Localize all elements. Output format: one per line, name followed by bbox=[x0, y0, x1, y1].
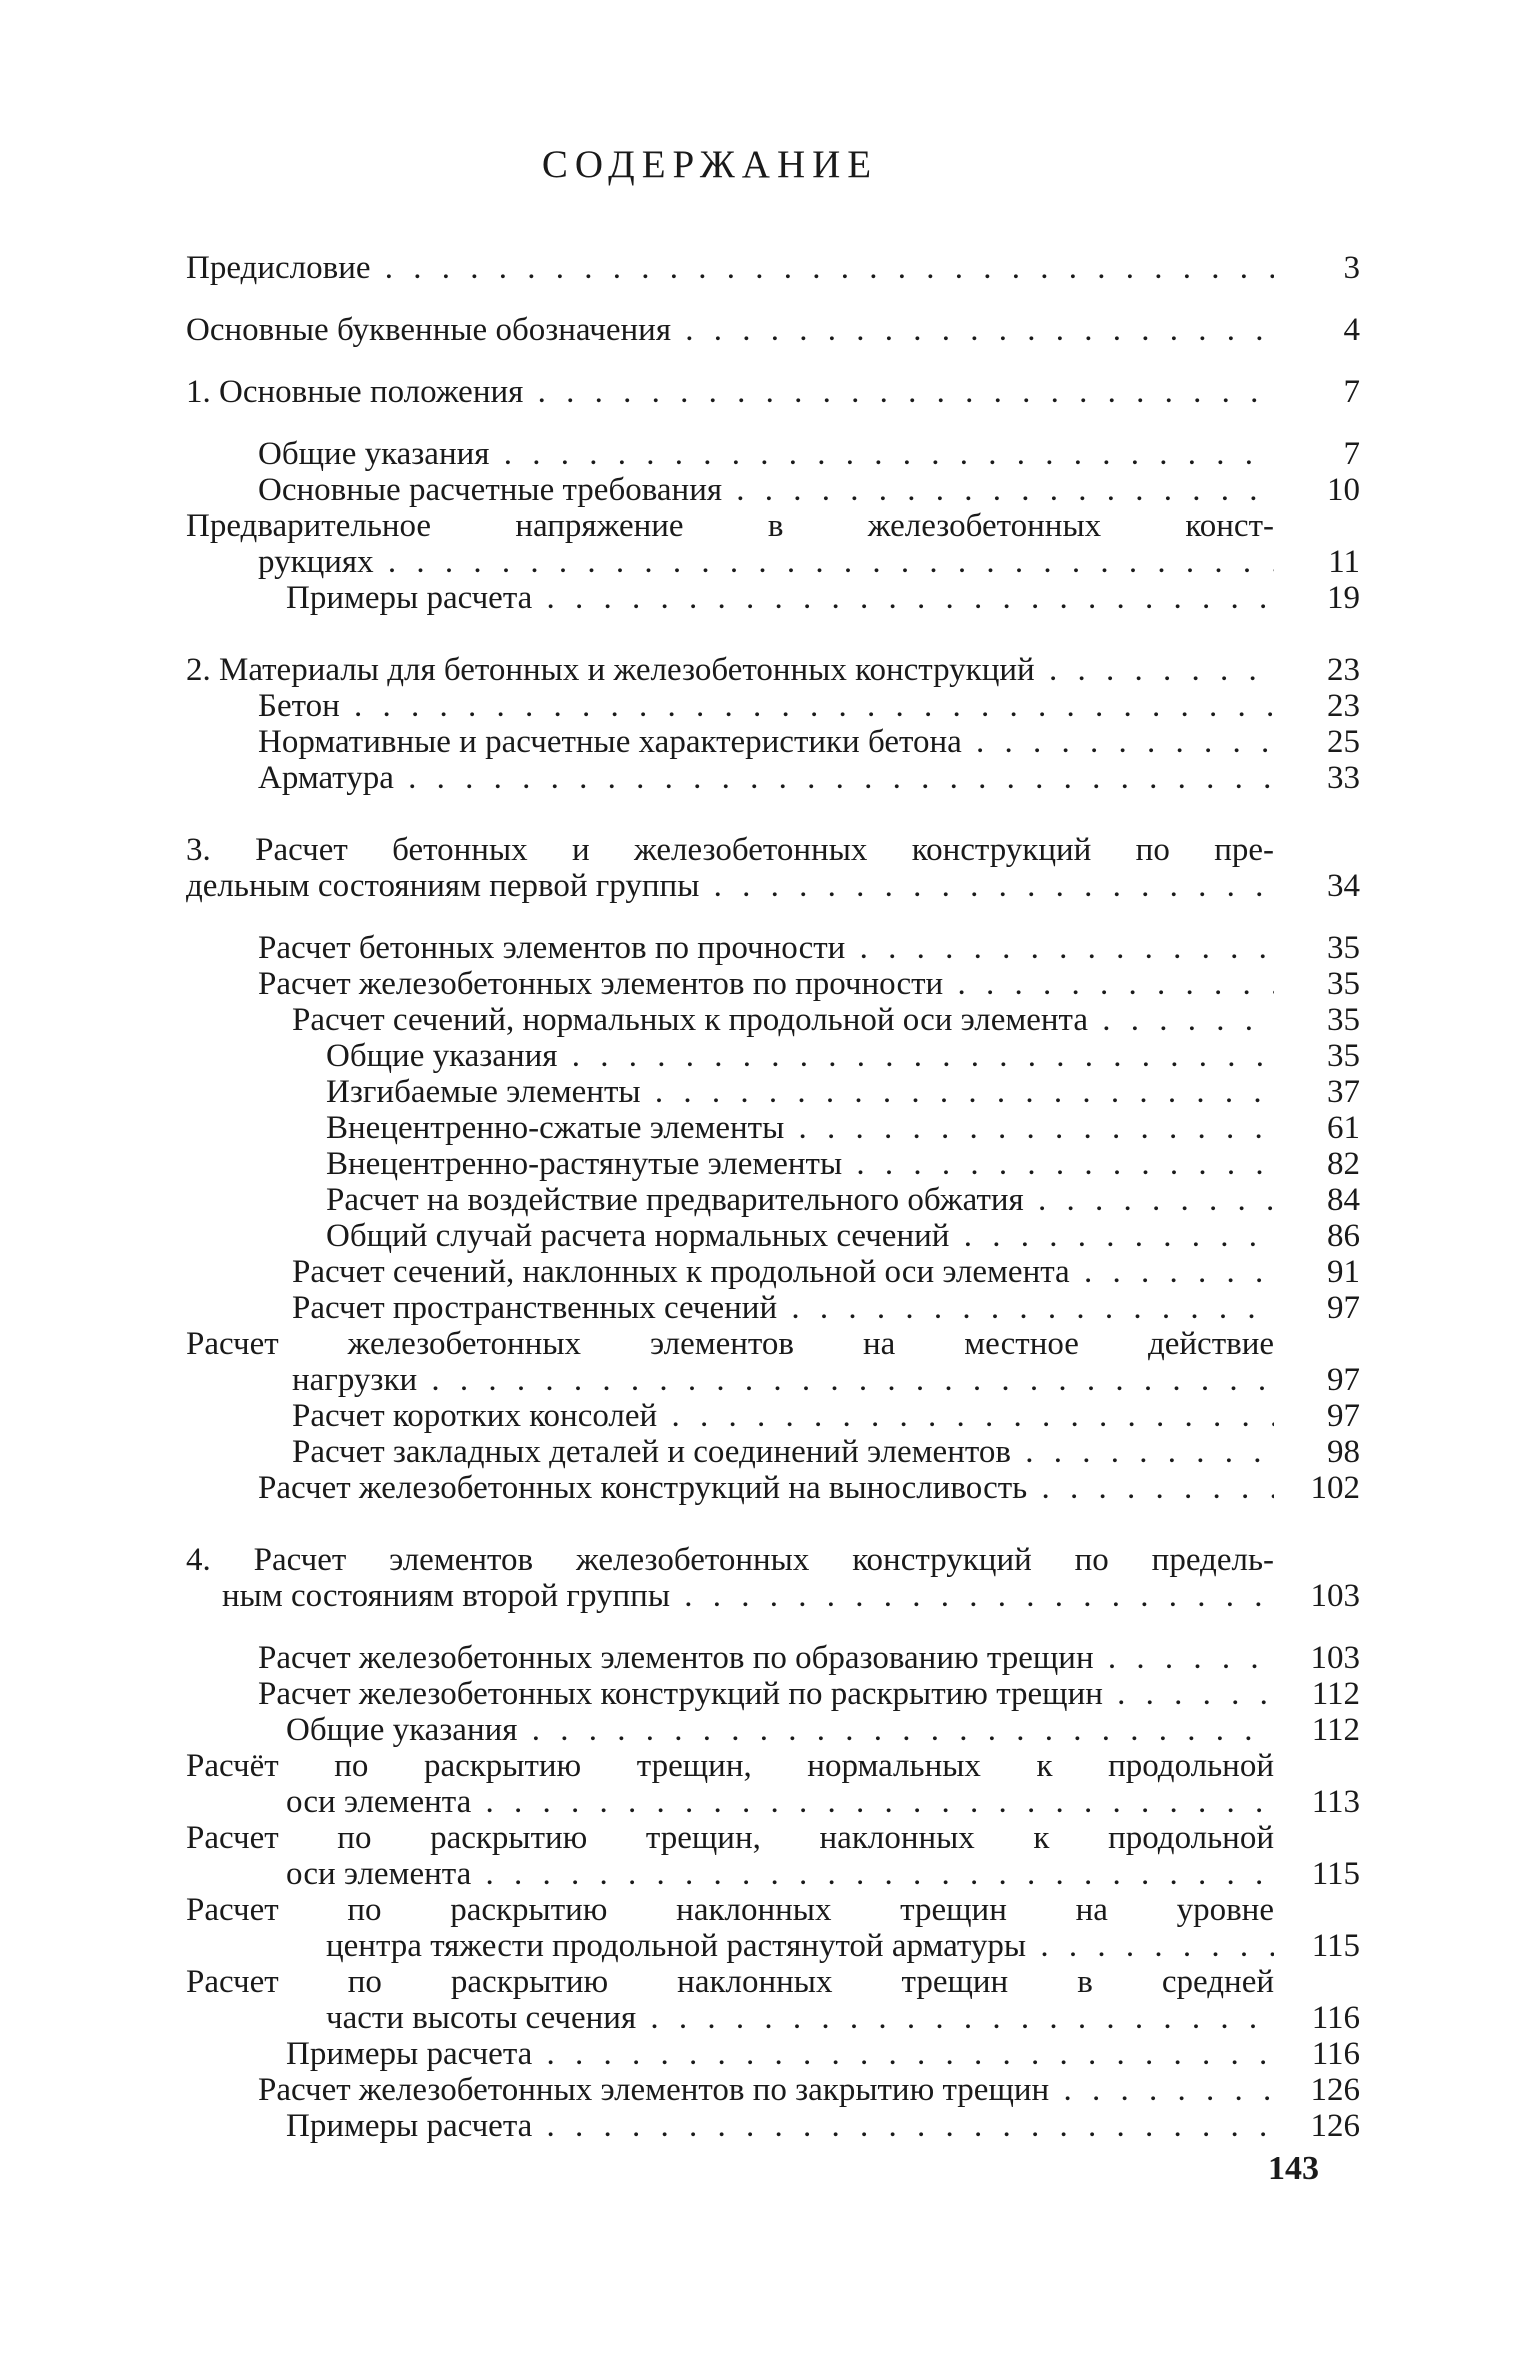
toc-entry-text: 1. Основные положения . . . bbox=[186, 374, 1274, 410]
toc-entry bbox=[186, 1748, 1360, 1820]
toc-entry bbox=[186, 2072, 1360, 2108]
toc-entry-text: Внецентренно-сжатые элементы . . . bbox=[326, 1110, 1274, 1146]
toc-entry-text: Примеры расчета . . . bbox=[286, 580, 1274, 616]
toc-entry bbox=[186, 724, 1360, 760]
toc-entry-page: 19 bbox=[1327, 580, 1360, 616]
toc-entry bbox=[186, 1074, 1360, 1110]
toc-entry-page: 115 bbox=[1311, 1928, 1360, 1964]
toc-entry-text: Изгибаемые элементы . . . bbox=[326, 1074, 1274, 1110]
toc-entry-text: центра тяжести продольной растянутой арматуры . . . bbox=[326, 1928, 1274, 1964]
toc-entry bbox=[186, 1470, 1360, 1506]
toc-entry bbox=[186, 472, 1360, 508]
toc-entry-page: 35 bbox=[1327, 1002, 1360, 1038]
page-number: 143 bbox=[1268, 2150, 1319, 2187]
toc-entry bbox=[186, 508, 1360, 580]
toc-entry bbox=[186, 1038, 1360, 1074]
toc-entry-text: Расчет коротких консолей . . . bbox=[292, 1398, 1274, 1434]
toc-entry-text: оси элемента . . . bbox=[286, 1784, 1274, 1820]
toc-entry bbox=[186, 930, 1360, 966]
toc-entry-page: 3 bbox=[1343, 250, 1360, 286]
toc-entry-line1: Расчет по раскрытию трещин, наклонных к продольной bbox=[186, 1820, 1274, 1856]
toc-entry bbox=[186, 1218, 1360, 1254]
toc-section-heading bbox=[186, 832, 1360, 904]
toc-entry-page: 126 bbox=[1310, 2108, 1360, 2144]
toc-entry bbox=[186, 1820, 1360, 1892]
toc-entry-page: 116 bbox=[1311, 2000, 1360, 2036]
toc-entry-page: 23 bbox=[1327, 652, 1360, 688]
toc-entry-line1: Расчет железобетонных элементов на местное действие bbox=[186, 1326, 1274, 1362]
toc-entry bbox=[186, 1640, 1360, 1676]
toc-entry bbox=[186, 1002, 1360, 1038]
toc-entry-text: Расчет закладных деталей и соединений элементов . . . bbox=[292, 1434, 1274, 1470]
toc-entry-page: 91 bbox=[1327, 1254, 1360, 1290]
toc-entry-page: 7 bbox=[1343, 436, 1360, 472]
toc-entry-page: 112 bbox=[1311, 1676, 1360, 1712]
toc-entry-text: Расчет сечений, наклонных к продольной оси элемента . . . bbox=[292, 1254, 1274, 1290]
toc-entry-page: 97 bbox=[1327, 1398, 1360, 1434]
toc-entry-page: 35 bbox=[1327, 1038, 1360, 1074]
toc-entry bbox=[186, 1110, 1360, 1146]
toc-entry-text: Расчет на воздействие предварительного обжатия . . . bbox=[326, 1182, 1274, 1218]
toc-entry-page: 98 bbox=[1327, 1434, 1360, 1470]
toc-entry-page: 61 bbox=[1327, 1110, 1360, 1146]
toc-entry bbox=[186, 1434, 1360, 1470]
toc-entry-text: Бетон . . . bbox=[258, 688, 1274, 724]
toc-entry-text: Расчет железобетонных элементов по образованию трещин . . . bbox=[258, 1640, 1274, 1676]
toc-entry bbox=[186, 1146, 1360, 1182]
toc-entry-page: 116 bbox=[1311, 2036, 1360, 2072]
toc-entry-line1: Расчет по раскрытию наклонных трещин в средней bbox=[186, 1964, 1274, 2000]
toc-entry-text: Основные расчетные требования . . . bbox=[258, 472, 1274, 508]
toc-entry bbox=[186, 250, 1360, 286]
toc-entry-text: Расчет бетонных элементов по прочности . . . bbox=[258, 930, 1274, 966]
toc-entry bbox=[186, 1712, 1360, 1748]
toc-entry-page: 34 bbox=[1327, 868, 1360, 904]
toc-entry bbox=[186, 580, 1360, 616]
toc-entry-text: ным состояниям второй группы . . . bbox=[222, 1578, 1274, 1614]
toc-entry bbox=[186, 312, 1360, 348]
toc-entry-page: 97 bbox=[1327, 1362, 1360, 1398]
toc-entry-page: 112 bbox=[1311, 1712, 1360, 1748]
toc-entry-page: 86 bbox=[1327, 1218, 1360, 1254]
toc-entry-page: 102 bbox=[1310, 1470, 1360, 1506]
toc-entry-text: Расчет сечений, нормальных к продольной оси элемента . . . bbox=[292, 1002, 1274, 1038]
toc-entry-page: 84 bbox=[1327, 1182, 1360, 1218]
toc-entry-text: Расчет пространственных сечений . . . bbox=[292, 1290, 1274, 1326]
toc-entry-page: 25 bbox=[1327, 724, 1360, 760]
toc-section-heading bbox=[186, 652, 1360, 688]
toc-entry-page: 103 bbox=[1310, 1640, 1360, 1676]
toc-entry-page: 113 bbox=[1311, 1784, 1360, 1820]
toc-entry-text: Основные буквенные обозначения . . . bbox=[186, 312, 1274, 348]
toc-entry bbox=[186, 2108, 1360, 2144]
toc-entry-text: Расчет железобетонных элементов по прочности . . . bbox=[258, 966, 1274, 1002]
toc-entry-page: 7 bbox=[1343, 374, 1360, 410]
toc-entry-page: 35 bbox=[1327, 930, 1360, 966]
toc-entry-text: дельным состояниям первой группы . . . bbox=[186, 868, 1274, 904]
toc-entry bbox=[186, 1182, 1360, 1218]
toc-entry bbox=[186, 760, 1360, 796]
toc-entry-text: рукциях . . . bbox=[258, 544, 1274, 580]
toc-entry-line1: 4. Расчет элементов железобетонных конструкций по предель- bbox=[186, 1542, 1274, 1578]
toc-entry-text: Примеры расчета . . . bbox=[286, 2036, 1274, 2072]
toc-entry-page: 126 bbox=[1310, 2072, 1360, 2108]
toc-entry bbox=[186, 1892, 1360, 1964]
toc-entry bbox=[186, 1398, 1360, 1434]
toc-entry bbox=[186, 1254, 1360, 1290]
toc-entry-page: 35 bbox=[1327, 966, 1360, 1002]
toc-entry bbox=[186, 2036, 1360, 2072]
toc-entry-page: 23 bbox=[1327, 688, 1360, 724]
toc-entry bbox=[186, 1326, 1360, 1398]
toc-entry-page: 115 bbox=[1311, 1856, 1360, 1892]
toc-section-heading bbox=[186, 1542, 1360, 1614]
toc-entry-page: 82 bbox=[1327, 1146, 1360, 1182]
toc-entry-page: 33 bbox=[1327, 760, 1360, 796]
toc-entry bbox=[186, 966, 1360, 1002]
toc-entry bbox=[186, 1290, 1360, 1326]
toc-entry-text: Общие указания . . . bbox=[258, 436, 1274, 472]
toc-section-heading bbox=[186, 374, 1360, 410]
toc-entry-line1: Предварительное напряжение в железобетонных конст- bbox=[186, 508, 1274, 544]
toc-entry-text: Предисловие . . . bbox=[186, 250, 1274, 286]
toc-entry-text: Расчет железобетонных конструкций на выносливость . . . bbox=[258, 1470, 1274, 1506]
toc-entry-text: Расчет железобетонных элементов по закрытию трещин . . . bbox=[258, 2072, 1274, 2108]
toc-entry bbox=[186, 1676, 1360, 1712]
toc-entry-line1: Расчёт по раскрытию трещин, нормальных к продольной bbox=[186, 1748, 1274, 1784]
toc-entry-text: Общие указания . . . bbox=[326, 1038, 1274, 1074]
toc-entry-page: 103 bbox=[1310, 1578, 1360, 1614]
toc-entry-text: нагрузки . . . bbox=[292, 1362, 1274, 1398]
page-title: СОДЕРЖАНИЕ bbox=[541, 143, 879, 186]
toc-entry-text: Расчет железобетонных конструкций по раскрытию трещин . . . bbox=[258, 1676, 1274, 1712]
toc-entry-text: Арматура . . . bbox=[258, 760, 1274, 796]
toc-entry-text: Нормативные и расчетные характеристики бетона . . . bbox=[258, 724, 1274, 760]
toc-entry-page: 37 bbox=[1327, 1074, 1360, 1110]
toc-entry-text: Общий случай расчета нормальных сечений . . . bbox=[326, 1218, 1274, 1254]
toc-entry bbox=[186, 688, 1360, 724]
toc-entry-page: 10 bbox=[1327, 472, 1360, 508]
toc-entry-page: 11 bbox=[1328, 544, 1360, 580]
toc-entry-line1: Расчет по раскрытию наклонных трещин на уровне bbox=[186, 1892, 1274, 1928]
table-of-contents bbox=[186, 250, 1360, 2144]
toc-entry-text: части высоты сечения . . . bbox=[326, 2000, 1274, 2036]
toc-entry-line1: 3. Расчет бетонных и железобетонных конструкций по пре- bbox=[186, 832, 1274, 868]
toc-entry-text: Общие указания . . . bbox=[286, 1712, 1274, 1748]
toc-entry-page: 97 bbox=[1327, 1290, 1360, 1326]
toc-entry bbox=[186, 436, 1360, 472]
toc-entry-text: 2. Материалы для бетонных и железобетонных конструкций . . . bbox=[186, 652, 1274, 688]
toc-entry-text: Внецентренно-растянутые элементы . . . bbox=[326, 1146, 1274, 1182]
toc-entry bbox=[186, 1964, 1360, 2036]
toc-entry-text: Примеры расчета . . . bbox=[286, 2108, 1274, 2144]
toc-entry-text: оси элемента . . . bbox=[286, 1856, 1274, 1892]
toc-entry-page: 4 bbox=[1343, 312, 1360, 348]
